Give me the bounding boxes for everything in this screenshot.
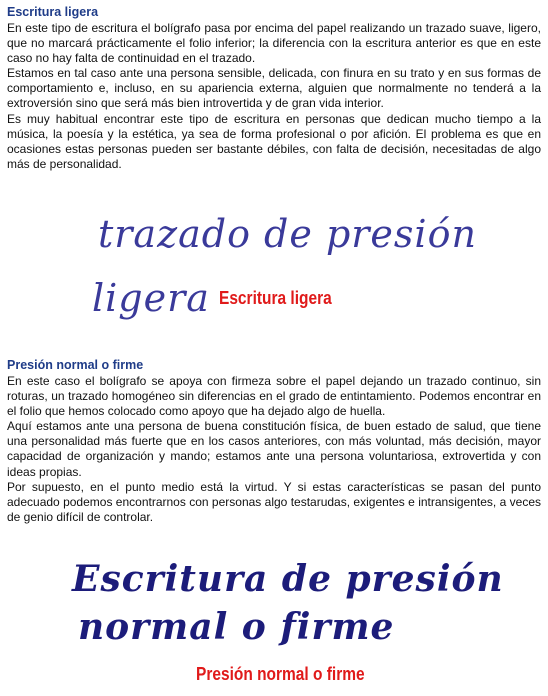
caption-escritura-ligera: Escritura ligera: [219, 288, 332, 308]
paragraph: Por supuesto, en el punto medio está la virtud. Y si estas características se pasan del punto adecuado podemos encontrarnos con personas algo testarudas, exigentes e intransigentes, a veces de genio difícil de controlar.: [7, 479, 541, 524]
paragraph: En este caso el bolígrafo se apoya con firmeza sobre el papel dejando un trazado continuo, sin roturas, un trazado homogéneo sin diferencias en el grado de entintamiento. Podemos encontrar en el folio que hemos colocado como apoyo que ha dejado algo de huella.: [7, 374, 541, 419]
section-escritura-ligera: [7, 5, 541, 172]
section-presion-normal: [7, 358, 541, 525]
handwriting-sample-light-line2: ligera: [92, 276, 210, 320]
paragraph: En este tipo de escritura el bolígrafo pasa por encima del papel realizando un trazado suave, ligero, que no marcará prácticamente el folio inferior; la diferencia con la escritura anterior es que en este caso no hay falta de continuidad en el trazado.: [7, 21, 541, 66]
paragraph: Aquí estamos ante una persona de buena constitución física, de buen estado de salud, que tiene una personalidad más fuerte que en los casos anteriores, con más voluntad, más decisión, mayor capacidad de organización y mando; estamos ante una persona voluntariosa, extrovertida y con ideas propias.: [7, 419, 541, 479]
handwriting-sample-firm-line1: Escritura de presión: [72, 558, 504, 600]
paragraph: Estamos en tal caso ante una persona sensible, delicada, con finura en su trato y en sus formas de comportamiento e, incluso, en su apariencia externa, alguien que normalmente no tenderá a la extroversión sino que será más bien introvertida y de gran vida interior.: [7, 66, 541, 111]
section-heading: Presión normal o firme: [7, 358, 144, 372]
caption-presion-normal: Presión normal o firme: [196, 664, 365, 684]
handwriting-sample-firm-line2: normal o firme: [78, 606, 395, 648]
handwriting-sample-light-line1: trazado de presión: [98, 212, 477, 256]
section-heading: Escritura ligera: [7, 5, 99, 19]
paragraph: Es muy habitual encontrar este tipo de escritura en personas que dedican mucho tiempo a la música, la poesía y la estética, ya sea de forma profesional o por afición. El problema es que en ocasiones estas personas pueden ser bastante débiles, con falta de decisión, necesitadas de algo más de personalidad.: [7, 111, 541, 171]
